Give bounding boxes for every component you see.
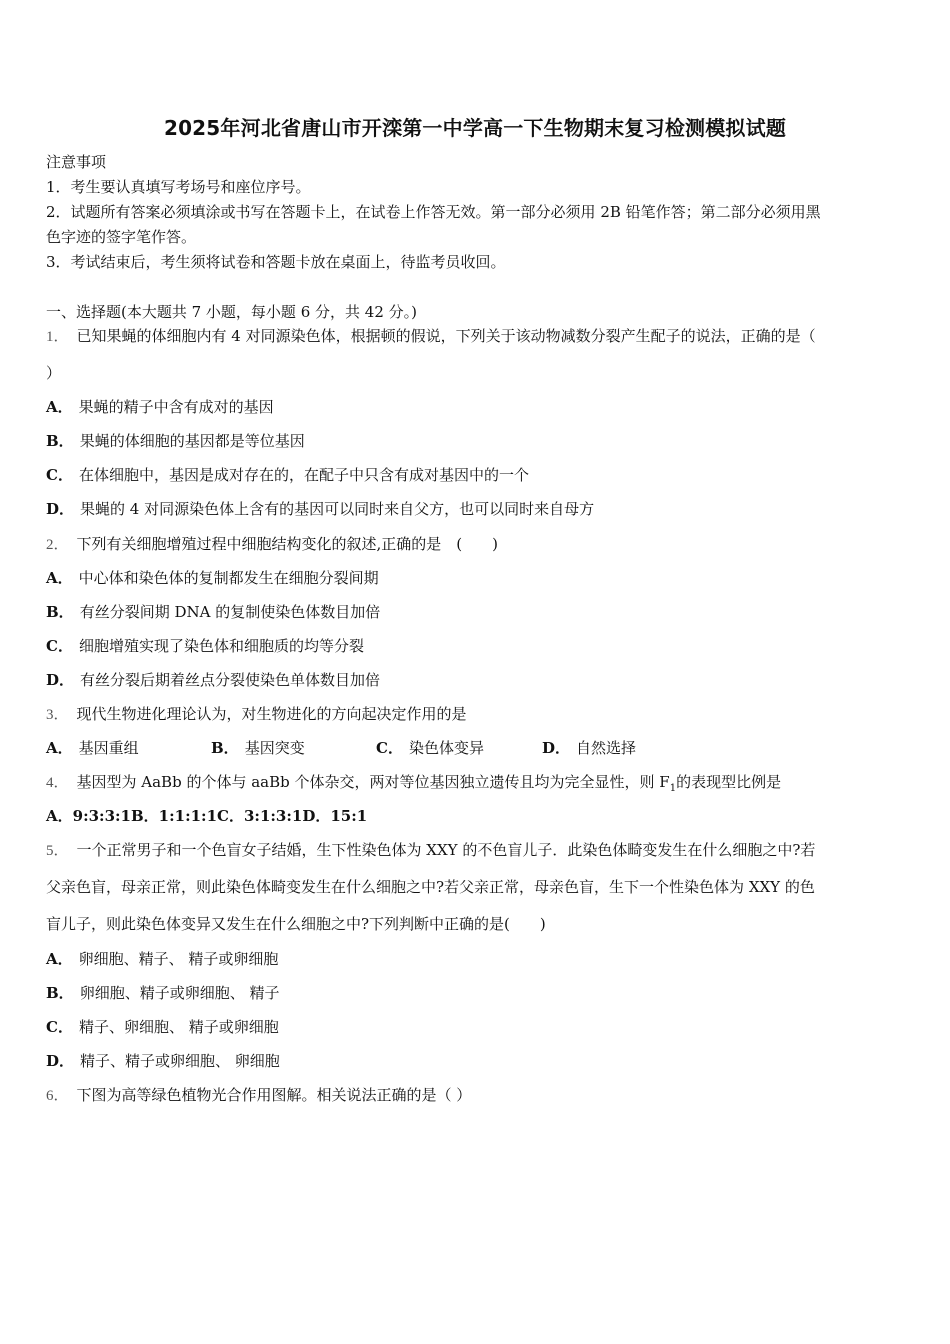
option-label: A． [46, 950, 73, 968]
option-text: 有丝分裂后期着丝点分裂使染色单体数目加倍 [80, 671, 381, 689]
option-text: 在体细胞中，基因是成对存在的，在配子中只含有成对基因中的一个 [78, 466, 529, 484]
option-text: 卵细胞、精子、 精子或卵细胞 [78, 950, 279, 968]
option-text: 果蝇的体细胞的基因都是等位基因 [79, 432, 305, 450]
option-text: 有丝分裂间期 DNA 的复制使染色体数目加倍 [79, 603, 381, 621]
question-1-stem [46, 326, 916, 347]
question-1-option-d [46, 499, 916, 519]
question-1-option-b [46, 431, 916, 451]
option-label: A． [46, 739, 73, 757]
option-label: C． [46, 466, 73, 484]
question-5-stem [46, 840, 916, 861]
question-1-option-c [46, 465, 916, 485]
option-label: A． [46, 398, 73, 416]
question-5-stem-line: 盲儿子，则此染色体变异又发生在什么细胞之中?下列判断中正确的是( ) [46, 915, 546, 933]
question-text-end: 的表现型比例是 [676, 773, 782, 791]
option-text: 基因重组 [78, 739, 139, 757]
option-label: D． [46, 500, 75, 518]
question-text: 现代生物进化理论认为，对生物进化的方向起决定作用的是 [76, 705, 467, 723]
question-text: 下列有关细胞增殖过程中细胞结构变化的叙述,正确的是 ( ) [76, 535, 498, 553]
option-text: 基因突变 [244, 739, 305, 757]
notice-item: 色字迹的签字笔作答。 [46, 228, 197, 246]
option-label: B． [211, 739, 239, 757]
question-number: 6． [46, 1088, 69, 1104]
option-label: D． [46, 1052, 75, 1070]
question-2-stem [46, 534, 916, 555]
question-3-options [46, 738, 916, 758]
question-3-option-a [46, 738, 211, 758]
question-5-option-a [46, 949, 916, 969]
option-text: 中心体和染色体的复制都发生在细胞分裂间期 [78, 569, 379, 587]
question-text: 一个正常男子和一个色盲女子结婚，生下性染色体为 XXY 的不色盲儿子．此染色体畸变发生在什么细胞之中?若 [76, 841, 816, 859]
option-text: 卵细胞、精子或卵细胞、 精子 [79, 984, 280, 1002]
option-label: D． [542, 739, 571, 757]
option-label: B． [46, 984, 74, 1002]
option-label: A． [46, 569, 73, 587]
notice-item: 2．试题所有答案必须填涂或书写在答题卡上，在试卷上作答无效。第一部分必须用 2B 铅笔作答；第二部分必须用黑 [46, 203, 821, 221]
question-text: 基因型为 AaBb 的个体与 aaBb 个体杂交，两对等位基因独立遗传且均为完全显性，则 F [76, 773, 670, 791]
option-label: D． [46, 671, 75, 689]
question-5-option-c [46, 1017, 916, 1037]
notice-item: 1．考生要认真填写考场号和座位序号。 [46, 178, 311, 196]
question-4-stem [46, 772, 916, 799]
question-number: 3． [46, 707, 69, 723]
question-2-option-a [46, 568, 916, 588]
question-1-option-a [46, 397, 916, 417]
option-text: 细胞增殖实现了染色体和细胞质的均等分裂 [78, 637, 364, 655]
question-3-stem [46, 704, 916, 725]
question-text: 已知果蝇的体细胞内有 4 对同源染色体，根据顿的假说，下列关于该动物减数分裂产生配子的说法，正确的是（ [76, 327, 816, 345]
question-2-option-c [46, 636, 916, 656]
subscript: 1 [669, 783, 677, 794]
option-label: C． [376, 739, 403, 757]
option-label: C． [46, 637, 73, 655]
question-2-option-b [46, 602, 916, 622]
option-text: 精子、卵细胞、 精子或卵细胞 [78, 1018, 279, 1036]
option-text: 果蝇的 4 对同源染色体上含有的基因可以同时来自父方，也可以同时来自母方 [80, 500, 595, 518]
option-text: 自然选择 [576, 739, 637, 757]
page-title: 2025年河北省唐山市开滦第一中学高一下生物期末复习检测模拟试题 [163, 116, 787, 140]
section-heading: 一、选择题(本大题共 7 小题，每小题 6 分，共 42 分。) [46, 303, 417, 321]
question-5-stem-line: 父亲色盲，母亲正常，则此染色体畸变发生在什么细胞之中?若父亲正常，母亲色盲，生下一个性染色体为 XXY 的色 [46, 878, 815, 896]
question-5-option-d [46, 1051, 916, 1071]
question-number: 1． [46, 329, 69, 345]
question-4-options: A．9:3:3:1B．1:1:1:1C．3:1:3:1D．15:1 [46, 807, 368, 825]
question-6-stem [46, 1085, 916, 1106]
option-label: B． [46, 432, 74, 450]
question-number: 4． [46, 775, 69, 791]
question-3-option-b [211, 738, 376, 758]
question-2-option-d [46, 670, 916, 690]
question-3-option-c [376, 738, 542, 758]
question-number: 5． [46, 843, 69, 859]
notice-item: 3．考试结束后，考生须将试卷和答题卡放在桌面上，待监考员收回。 [46, 253, 506, 271]
question-5-option-b [46, 983, 916, 1003]
option-text: 染色体变异 [408, 739, 484, 757]
question-text: 下图为高等绿色植物光合作用图解。相关说法正确的是（ ） [76, 1086, 472, 1104]
option-label: C． [46, 1018, 73, 1036]
option-text: 果蝇的精子中含有成对的基因 [78, 398, 274, 416]
notice-heading: 注意事项 [46, 153, 107, 171]
question-number: 2． [46, 537, 69, 553]
question-1-stem-end: ） [46, 364, 62, 382]
option-label: B． [46, 603, 74, 621]
option-text: 精子、精子或卵细胞、 卵细胞 [80, 1052, 280, 1070]
question-3-option-d [542, 738, 636, 758]
